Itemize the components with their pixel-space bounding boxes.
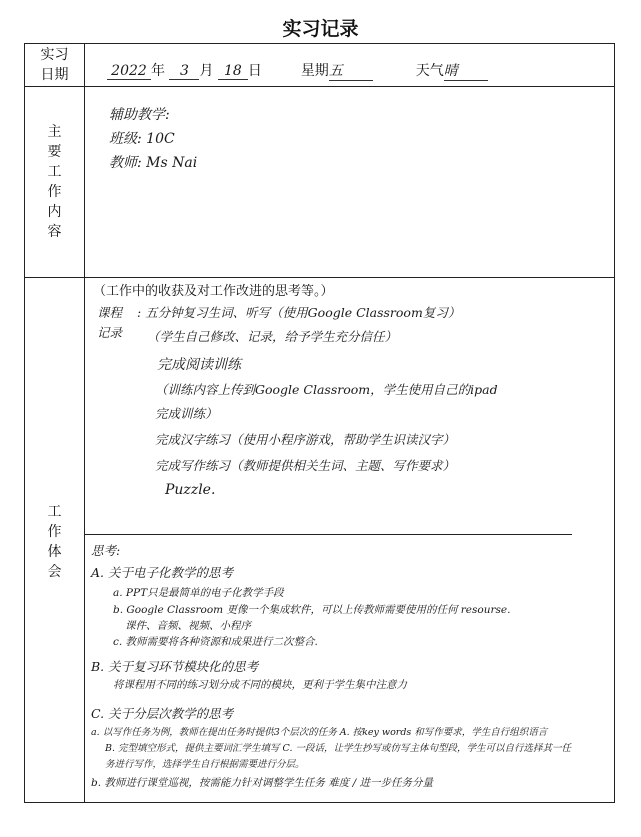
reflection-line: 课件、音频、视频、小程序 bbox=[125, 620, 251, 632]
main-work-line: 辅助教学: bbox=[109, 107, 170, 123]
weekday-label: 星期 bbox=[300, 63, 329, 79]
record-table bbox=[24, 43, 615, 803]
course-line: 完成写作练习（教师提供相关生词、主题、写作要求） bbox=[155, 458, 456, 473]
row-divider-main bbox=[25, 277, 614, 278]
weather-label: 天气 bbox=[415, 63, 444, 79]
label-char: 体 bbox=[47, 544, 62, 560]
experience-label bbox=[25, 502, 84, 582]
experience-inner-divider bbox=[84, 534, 572, 535]
reflection-section-title: C. 关于分层次教学的思考 bbox=[91, 706, 234, 721]
label-char: 内 bbox=[47, 204, 62, 220]
course-line: 完成训练） bbox=[155, 406, 218, 421]
label-char: 工 bbox=[47, 164, 62, 180]
experience-prompt: （工作中的收获及对工作改进的思考等。） bbox=[93, 284, 334, 299]
reflection-section-title: B. 关于复习环节模块化的思考 bbox=[91, 659, 259, 674]
main-work-line: 班级: 10C bbox=[109, 131, 175, 147]
date-row bbox=[107, 60, 488, 81]
label-char: 工 bbox=[47, 504, 62, 520]
label-column-divider bbox=[84, 44, 85, 802]
day-unit: 日 bbox=[247, 63, 262, 79]
course-record-label: 课程 bbox=[97, 305, 123, 320]
page-title: 实习记录 bbox=[282, 18, 359, 40]
main-work-line: 教师: Ms Nai bbox=[109, 155, 198, 171]
reflection-line: B. 完型填空形式，提供主要词汇学生填写 C. 一段话，让学生抄写或仿写主体句型段，学生可以自行选择其一任 bbox=[105, 743, 572, 754]
reflection-line: 将课程用不同的练习划分成不同的模块，更利于学生集中注意力 bbox=[113, 679, 407, 691]
day-value: 18 bbox=[218, 63, 248, 80]
course-line: : 五分钟复习生词、听写（使用Google Classroom复习） bbox=[137, 305, 461, 320]
date-label-line: 日期 bbox=[40, 67, 69, 83]
label-char: 要 bbox=[47, 144, 62, 160]
label-char: 容 bbox=[47, 224, 62, 240]
course-line: 完成阅读训练 bbox=[157, 357, 241, 373]
weather-value: 晴 bbox=[444, 60, 488, 81]
course-line: 完成汉字练习（使用小程序游戏，帮助学生识读汉字） bbox=[155, 432, 456, 447]
course-record-label: 记录 bbox=[97, 325, 123, 340]
label-char: 会 bbox=[47, 564, 62, 580]
course-line: （学生自己修改、记录，给予学生充分信任） bbox=[147, 329, 398, 344]
reflection-section-title: A. 关于电子化教学的思考 bbox=[91, 565, 233, 580]
reflection-heading: 思考: bbox=[91, 543, 121, 558]
month-value: 3 bbox=[169, 63, 199, 80]
month-unit: 月 bbox=[199, 63, 214, 79]
reflection-line: a. PPT只是最简单的电子化教学手段 bbox=[113, 587, 284, 599]
reflection-line: 务进行写作，选择学生自行根据需要进行分层。 bbox=[105, 759, 305, 770]
label-char: 主 bbox=[47, 124, 62, 140]
year-value: 2022 bbox=[107, 63, 151, 80]
course-line: Puzzle. bbox=[165, 482, 216, 498]
label-char: 作 bbox=[47, 524, 62, 540]
reflection-line: a. 以写作任务为例，教师在提出任务时提供3个层次的任务 A. 按key words 和写作要求，学生自行组织语言 bbox=[91, 727, 548, 738]
label-char: 作 bbox=[47, 184, 62, 200]
reflection-line: b. Google Classroom 更像一个集成软件，可以上传教师需要使用的任何 resourse. bbox=[113, 604, 511, 616]
course-line: （训练内容上传到Google Classroom，学生使用自己的ipad bbox=[155, 382, 498, 397]
date-label bbox=[25, 45, 84, 85]
main-work-label bbox=[25, 122, 84, 242]
reflection-line: c. 教师需要将各种资源和成果进行二次整合. bbox=[113, 636, 318, 648]
date-label-line: 实习 bbox=[40, 47, 69, 63]
year-unit: 年 bbox=[151, 63, 165, 79]
reflection-line: b. 教师进行课堂巡视，按需能力针对调整学生任务 难度 / 进一步任务分量 bbox=[91, 777, 433, 789]
weekday-value: 五 bbox=[329, 60, 373, 81]
row-divider-date bbox=[25, 86, 614, 87]
